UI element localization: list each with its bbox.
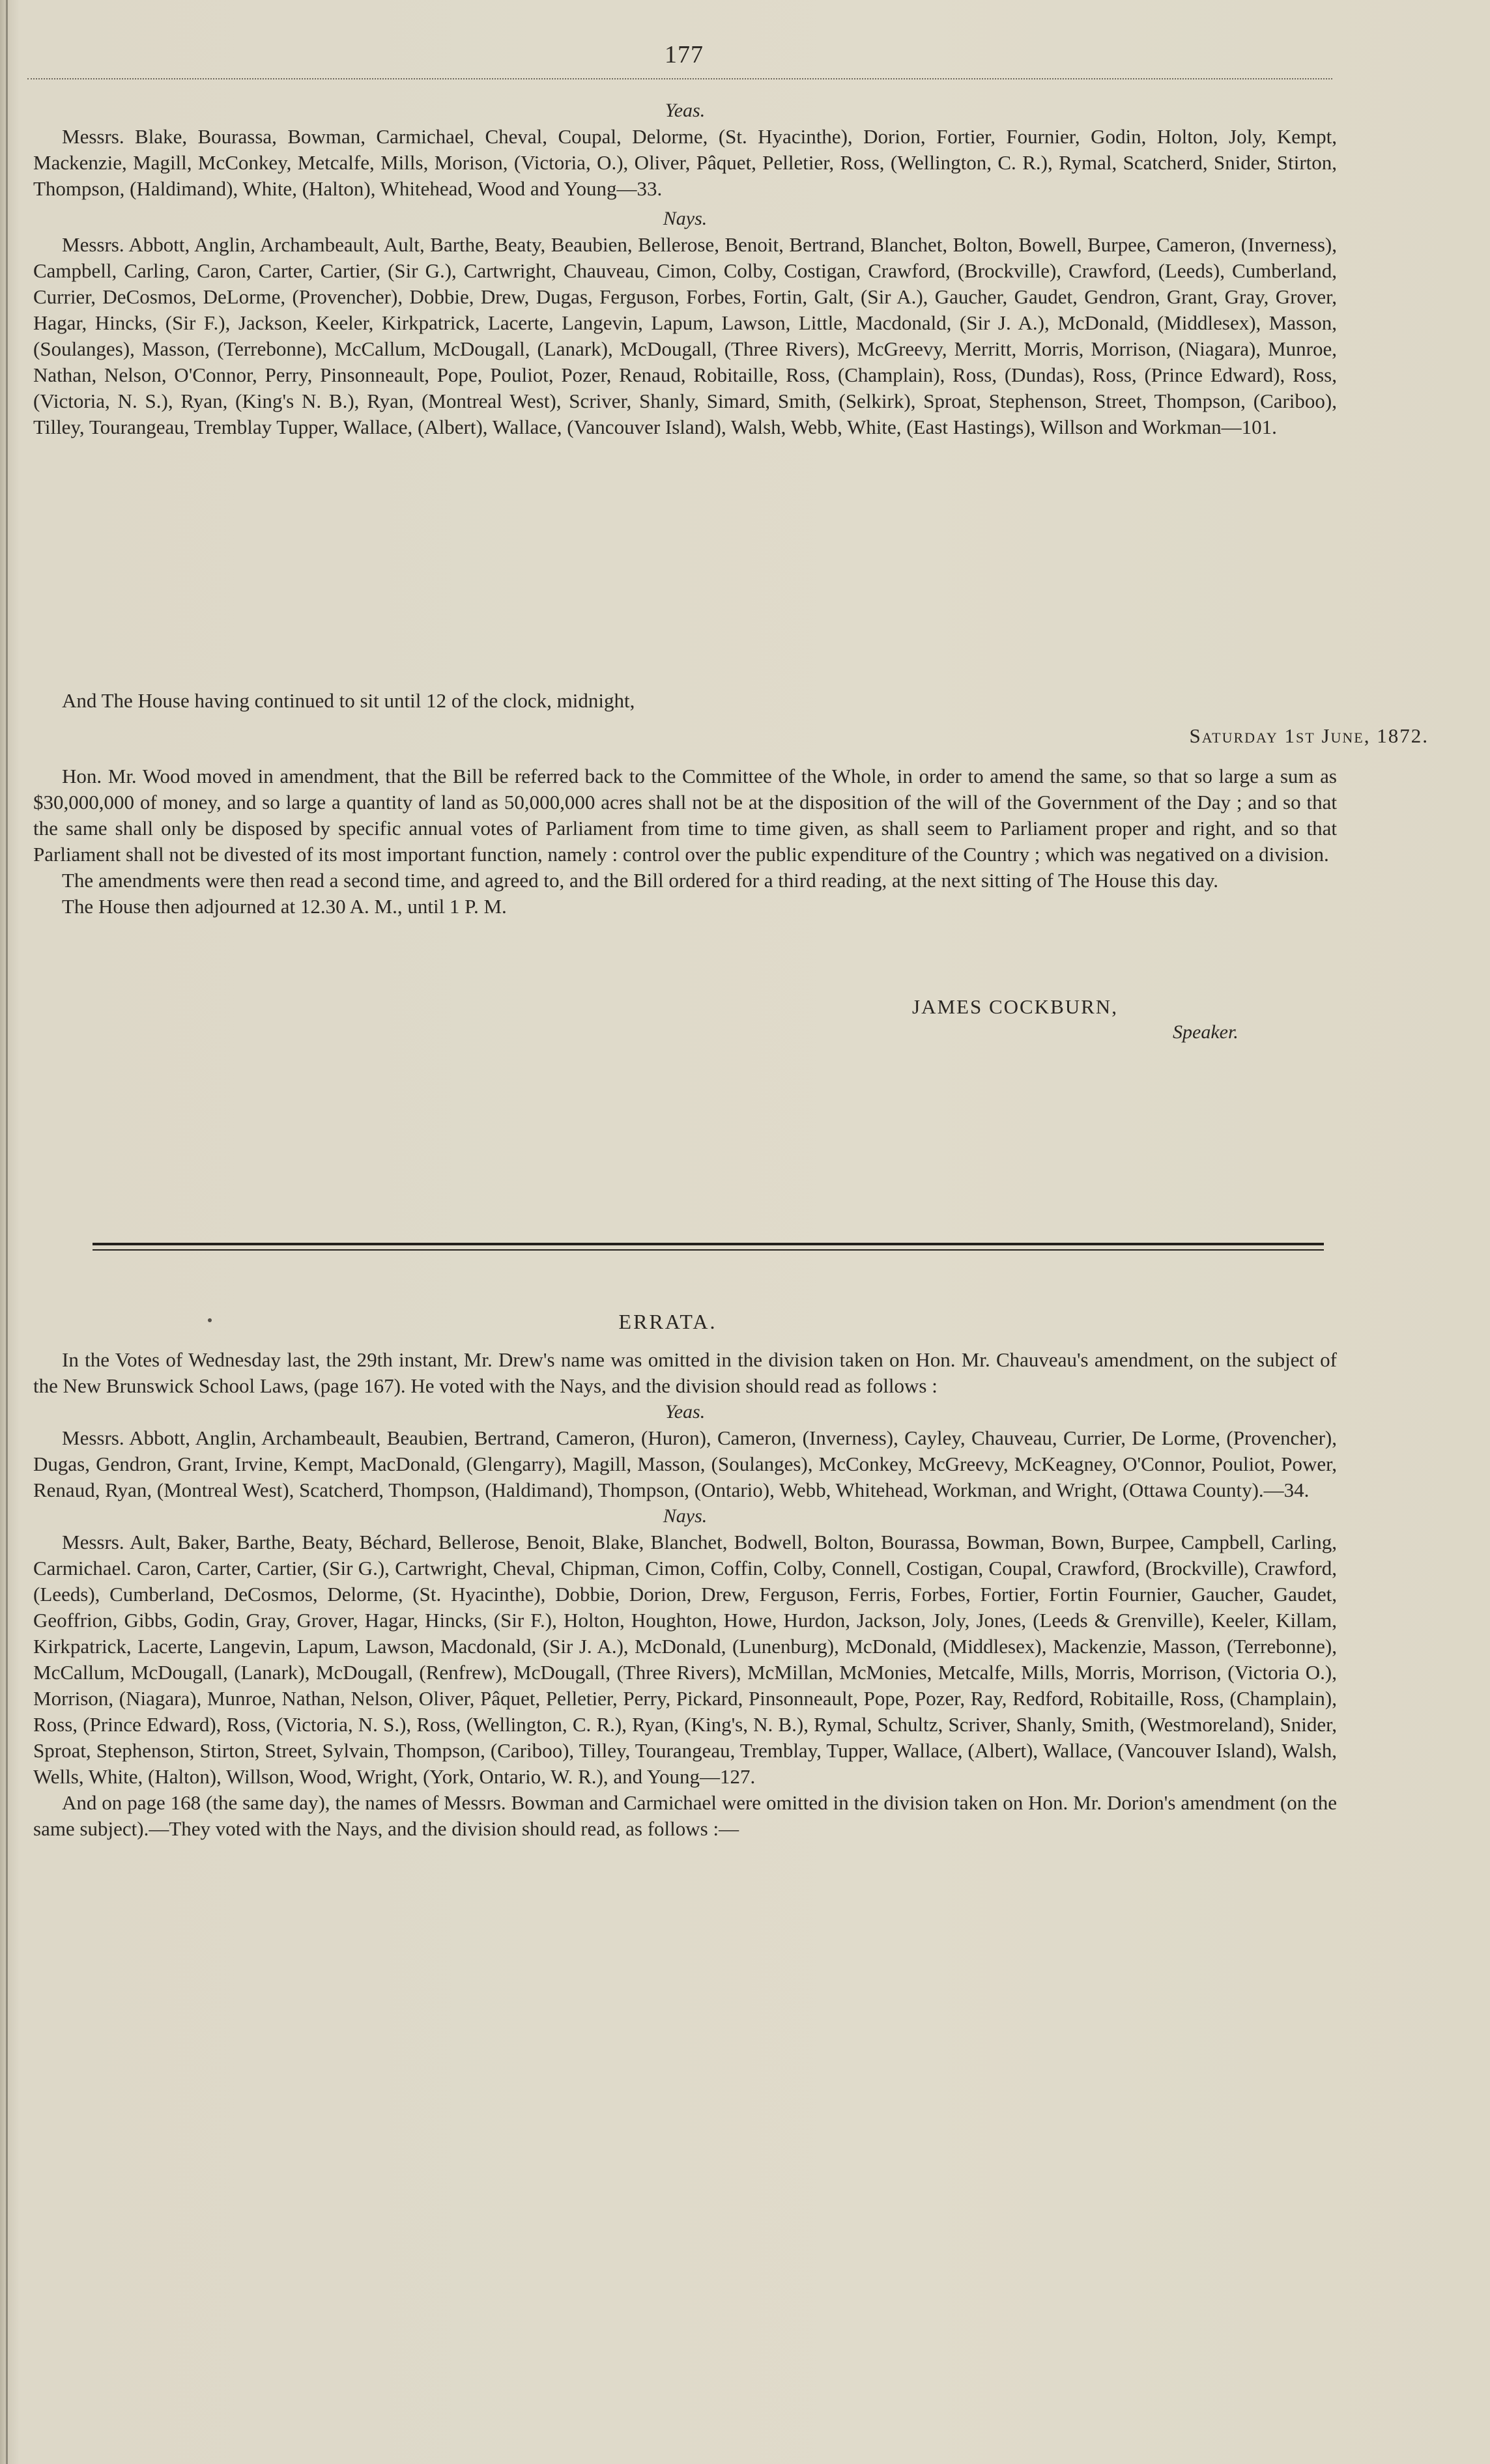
- first-division: [33, 98, 1337, 440]
- page-number: 177: [665, 41, 704, 68]
- speaker-name: JAMES COCKBURN,: [912, 995, 1118, 1018]
- adjournment-text: The House then adjourned at 12.30 A. M., until 1 P. M.: [62, 895, 507, 918]
- second-reading-text: The amendments were then read a second time, and agreed to, and the Bill ordered for a third reading, at the next sitting of The House this day.: [62, 869, 1219, 892]
- top-dotted-rule: [27, 78, 1332, 80]
- amendment-section: [33, 763, 1337, 920]
- nays-heading: Nays.: [663, 208, 708, 229]
- errata-nays-list: Messrs. Ault, Baker, Barthe, Beaty, Béchard, Bellerose, Benoit, Blake, Blanchet, Bodwell, Bolton, Bourassa, Bowman, Bown, Burpee, Campbell, Carling, Carmichael. Caron, Carter, Cartier, (Sir G.), Cartwright, Cheval, Chipman, Cimon, Coffin, Colby, Connell, Costigan, Coupal, Crawford, (Brockville), Crawford, (Leeds), Cumberland, DeCosmos, Delorme, (St. Hyacinthe), Dobbie, Dorion, Drew, Ferguson, Ferris, Forbes, Fortier, Fortin Fournier, Gaucher, Gaudet, Geoffrion, Gibbs, Godin, Gray, Grover, Hagar, Hincks, (Sir F.), Holton, Houghton, Howe, Hurdon, Jackson, Joly, Jones, (Leeds & Grenville), Keeler, Killam, Kirkpatrick, Lacerte, Langevin, Lapum, Lawson, Macdonald, (Sir J. A.), McDonald, (Lunenburg), McDonald, (Middlesex), Mackenzie, Masson, (Terrebonne), McCallum, McDougall, (Lanark), McDougall, (Renfrew), McDougall, (Three Rivers), McMillan, McMonies, Metcalfe, Mills, Morris, Morrison, (Victoria O.), Morrison, (Niagara), Munroe, Nathan, Nelson, Oliver, Pâquet, Pelletier, Perry, Pickard, Pinsonneault, Pope, Pozer, Ray, Redford, Robitaille, Ross, (Champlain), Ross, (Prince Edward), Ross, (Victoria, N. S.), Ross, (Wellington, C. R.), Ryan, (King's, N. B.), Rymal, Schultz, Scriver, Shanly, Smith, (Westmoreland), Snider, Sproat, Stephenson, Stirton, Street, Sylvain, Thompson, (Cariboo), Tilley, Tourangeau, Tremblay, Tupper, Wallace, (Albert), Wallace, (Vancouver Island), Walsh, Wells, White, (Halton), Willson, Wood, Wright, (York, Ontario, W. R.), and Young—127.: [33, 1531, 1337, 1788]
- errata-yeas-heading: Yeas.: [665, 1401, 706, 1423]
- yeas-list: Messrs. Blake, Bourassa, Bowman, Carmichael, Cheval, Coupal, Delorme, (St. Hyacinthe), Dorion, Fortier, Fournier, Godin, Holton, Joly, Kempt, Mackenzie, Magill, McConkey, Metcalfe, Mills, Morison, (Victoria, O.), Oliver, Pâquet, Pelletier, Ross, (Wellington, C. R.), Rymal, Scatcherd, Snider, Stirton, Thompson, (Haldimand), White, (Halton), Whitehead, Wood and Young—33.: [33, 125, 1337, 200]
- amendment-text: Hon. Mr. Wood moved in amendment, that the Bill be referred back to the Committee of the Whole, in order to amend the same, so that so large a sum as $30,000,000 of money, and so large a quantity of land as 50,000,000 acres shall not be at the disposition of the will of the Government of the Day ; and so that the same shall only be disposed by specific annual votes of Parliament from time to time given, as shall seem to Parliament proper and right, and so that Parliament shall not be divested of its most important function, namely : control over the public expenditure of the Country ; which was negatived on a division.: [33, 765, 1337, 866]
- errata-closing: And on page 168 (the same day), the names of Messrs. Bowman and Carmichael were omitted in the division taken on Hon. Mr. Dorion's amendment (on the same subject).—They voted with the Nays, and the division should read, as follows :—: [33, 1791, 1337, 1840]
- midnight-text: And The House having continued to sit until 12 of the clock, midnight,: [62, 689, 635, 712]
- errata-section: [33, 1347, 1337, 1842]
- errata-intro: In the Votes of Wednesday last, the 29th instant, Mr. Drew's name was omitted in the division taken on Hon. Mr. Chauveau's amendment, on the subject of the New Brunswick School Laws, (page 167). He voted with the Nays, and the division should read as follows :: [33, 1348, 1337, 1397]
- nays-list: Messrs. Abbott, Anglin, Archambeault, Ault, Barthe, Beaty, Beaubien, Bellerose, Benoit, Bertrand, Blanchet, Bolton, Bowell, Burpee, Cameron, (Inverness), Campbell, Carling, Caron, Carter, Cartier, (Sir G.), Cartwright, Chauveau, Cimon, Colby, Costigan, Crawford, (Brockville), Crawford, (Leeds), Cumberland, Currier, DeCosmos, DeLorme, (Provencher), Dobbie, Drew, Dugas, Ferguson, Forbes, Fortin, Galt, (Sir A.), Gaucher, Gaudet, Gendron, Grant, Gray, Grover, Hagar, Hincks, (Sir F.), Jackson, Keeler, Kirkpatrick, Lacerte, Langevin, Lapum, Lawson, Little, Macdonald, (Sir J. A.), McDonald, (Middlesex), Masson, (Soulanges), Masson, (Terrebonne), McCallum, McDougall, (Lanark), McDougall, (Three Rivers), McGreevy, Merritt, Morris, Morrison, (Niagara), Munroe, Nathan, Nelson, O'Connor, Perry, Pinsonneault, Pope, Pouliot, Pozer, Renaud, Robitaille, Ross, (Champlain), Ross, (Dundas), Ross, (Prince Edward), Ross, (Victoria, N. S.), Ryan, (King's N. B.), Ryan, (Montreal West), Scriver, Shanly, Simard, Smith, (Selkirk), Sproat, Stephenson, Street, Thompson, (Cariboo), Tilley, Tourangeau, Tremblay Tupper, Wallace, (Albert), Wallace, (Vancouver Island), Walsh, Webb, White, (East Hastings), Willson and Workman—101.: [33, 233, 1337, 438]
- sitting-date: Saturday 1st June, 1872.: [1189, 724, 1429, 747]
- midnight-paragraph: [33, 688, 1337, 714]
- speaker-title: Speaker.: [1173, 1021, 1239, 1043]
- errata-title: ERRATA.: [618, 1310, 717, 1333]
- yeas-heading: Yeas.: [665, 100, 706, 121]
- binding-gutter: [6, 0, 8, 2464]
- section-divider: [93, 1243, 1324, 1251]
- errata-yeas-list: Messrs. Abbott, Anglin, Archambeault, Beaubien, Bertrand, Cameron, (Huron), Cameron, (Inverness), Cayley, Chauveau, Currier, De Lorme, (Provencher), Dugas, Gendron, Grant, Irvine, Kempt, MacDonald, (Glengarry), Magill, Masson, (Soulanges), McConkey, McGreevy, McKeagney, O'Connor, Pouliot, Power, Renaud, Ryan, (Montreal West), Scatcherd, Thompson, (Haldimand), Thompson, (Ontario), Webb, Whitehead, Workman, and Wright, (Ottawa County).—34.: [33, 1426, 1337, 1501]
- errata-nays-heading: Nays.: [663, 1505, 708, 1527]
